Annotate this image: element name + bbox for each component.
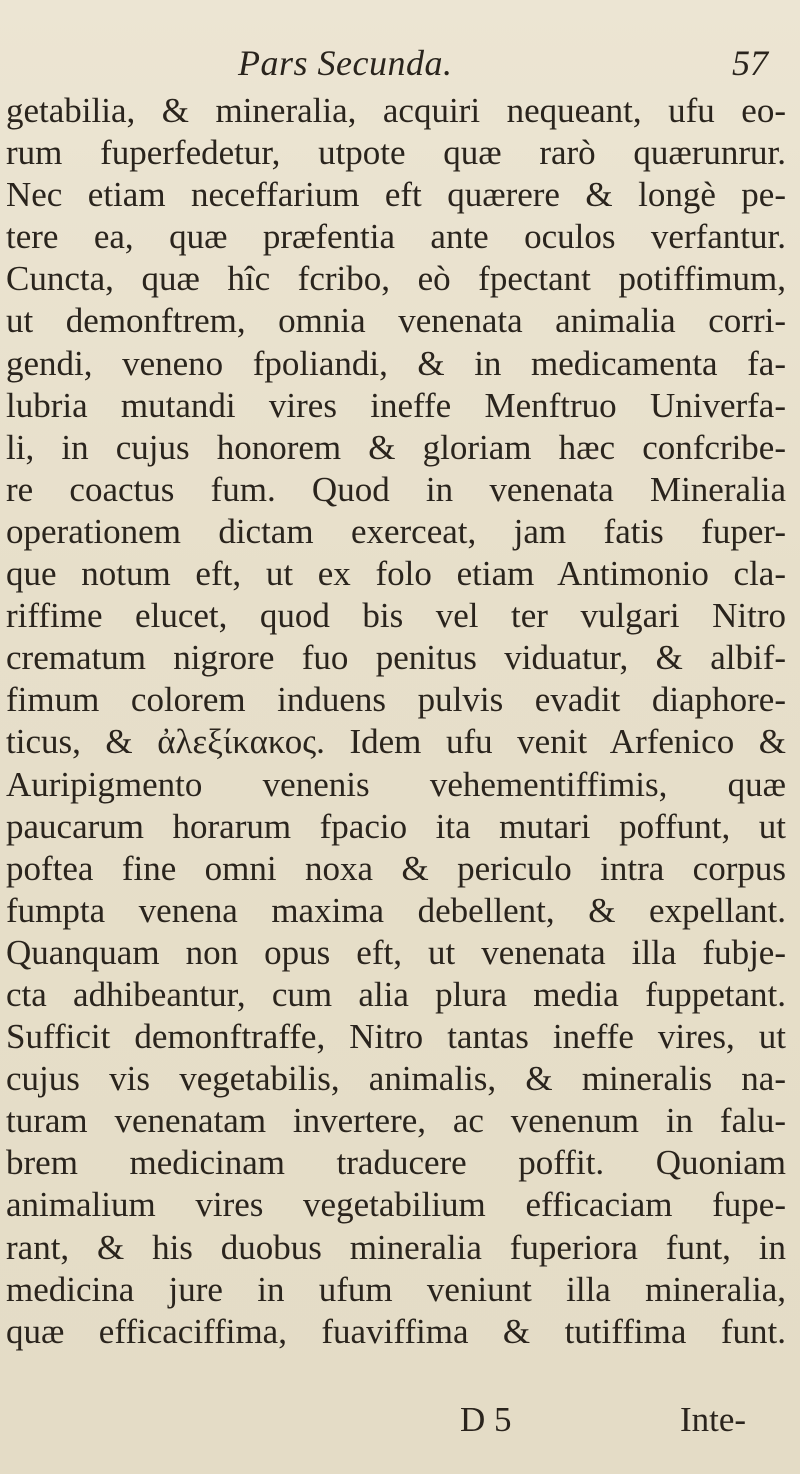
text-line: Auripigmento venenis vehementiffimis, quæ: [6, 764, 786, 804]
footer-catchline: [0, 1400, 800, 1444]
text-line: operationem dictam exerceat, jam fatis fuper-: [6, 511, 786, 551]
text-line: Quanquam non opus eft, ut venenata illa fubje-: [6, 932, 786, 972]
text-line: riffime elucet, quod bis vel ter vulgari Nitro: [6, 596, 786, 636]
text-line: turam venenatam invertere, ac venenum in falu-: [6, 1101, 786, 1141]
page-number: 57: [732, 43, 768, 83]
text-line: lubria mutandi vires ineffe Menftruo Univerfa-: [6, 385, 786, 425]
body-text: [6, 90, 786, 1353]
text-line: getabilia, & mineralia, acquiri nequeant, ufu eo-: [6, 91, 786, 130]
text-line: rum fuperfedetur, utpote quæ rarò quærunrur.: [6, 133, 786, 173]
text-line: re coactus fum. Quod in venenata Mineralia: [6, 469, 786, 509]
text-line: Sufficit demonftraffe, Nitro tantas ineffe vires, ut: [6, 1017, 786, 1057]
text-line: fumpta venena maxima debellent, & expellant.: [6, 890, 786, 930]
text-line: brem medicinam traducere poffit. Quoniam: [6, 1143, 786, 1183]
text-line: poftea fine omni noxa & periculo intra corpus: [6, 848, 786, 888]
text-line: gendi, veneno fpoliandi, & in medicamenta fa-: [6, 343, 786, 383]
text-line: cta adhibeantur, cum alia plura media fuppetant.: [6, 974, 786, 1014]
catchword: Inte-: [680, 1400, 747, 1439]
text-line: medicina jure in ufum veniunt illa mineralia,: [6, 1269, 786, 1309]
text-line: Nec etiam neceffarium eft quærere & longè pe-: [6, 175, 786, 215]
signature-mark: D 5: [460, 1400, 512, 1439]
text-line: rant, & his duobus mineralia fuperiora funt, in: [6, 1227, 786, 1267]
text-line: cujus vis vegetabilis, animalis, & mineralis na-: [6, 1059, 786, 1099]
text-line: tere ea, quæ præfentia ante oculos verfantur.: [6, 217, 786, 257]
text-line: li, in cujus honorem & gloriam hæc confcribe-: [6, 427, 786, 467]
text-line: crematum nigrore fuo penitus viduatur, & albif-: [6, 638, 786, 678]
text-line: animalium vires vegetabilium efficaciam fupe-: [6, 1185, 786, 1225]
text-line: Cuncta, quæ hîc fcribo, eò fpectant potiffimum,: [6, 259, 786, 299]
running-head: [0, 42, 800, 86]
text-line: que notum eft, ut ex folo etiam Antimonio cla-: [6, 554, 786, 594]
running-head-title: Pars Secunda.: [238, 43, 453, 83]
text-line: ut demonftrem, omnia venenata animalia corri-: [6, 301, 786, 341]
text-line: quæ efficaciffima, fuaviffima & tutiffima funt.: [6, 1311, 786, 1351]
text-line: ticus, & ἀλεξίκακος. Idem ufu venit Arfenico &: [6, 722, 786, 762]
text-line: paucarum horarum fpacio ita mutari poffunt, ut: [6, 806, 786, 846]
text-line: fimum colorem induens pulvis evadit diaphore-: [6, 680, 786, 720]
